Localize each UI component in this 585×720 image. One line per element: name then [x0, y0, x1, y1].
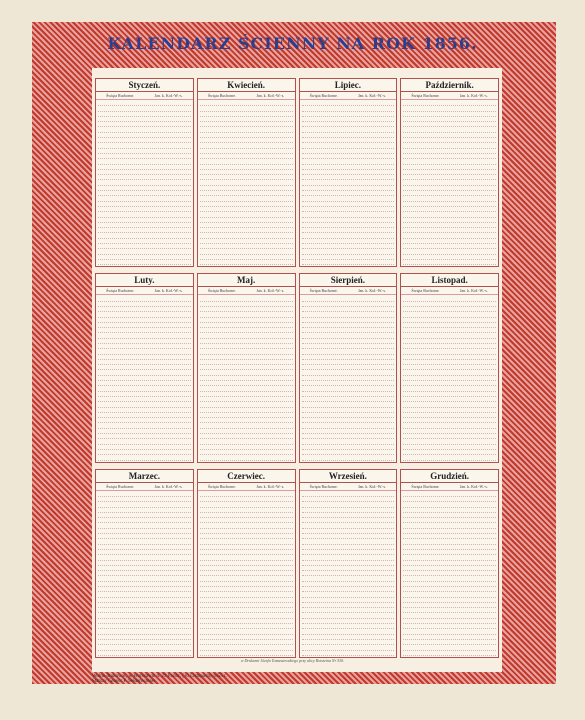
month-name: Listopad. — [401, 274, 498, 287]
column-header: Święta Ruchome. — [411, 93, 440, 98]
month-name: Lipiec. — [300, 79, 397, 92]
footer-line-1: Wolno drukować, w Warszawie d. 29 Paźdz. (10 Listopada) 1855 r. — [92, 674, 227, 679]
censor-footer — [92, 674, 502, 684]
month-block — [95, 273, 194, 462]
column-header: Święta Ruchome. — [106, 288, 135, 294]
day-rows — [401, 491, 498, 657]
day-rows — [96, 295, 193, 461]
month-block — [197, 469, 296, 658]
column-headers — [96, 92, 193, 100]
column-headers — [300, 92, 397, 100]
months-grid — [95, 78, 499, 658]
day-row — [200, 651, 293, 656]
column-header: Święta Ruchome. — [411, 483, 440, 489]
column-header: Jan. k. Koł.-W.-s. — [154, 288, 183, 294]
column-headers — [96, 483, 193, 491]
column-header: Święta Ruchome. — [207, 288, 237, 294]
column-headers — [401, 287, 498, 295]
day-rows — [96, 491, 193, 657]
month-block — [299, 273, 398, 462]
month-block — [95, 469, 194, 658]
month-name: Czerwiec. — [198, 470, 295, 483]
column-headers — [401, 483, 498, 491]
month-name: Październik. — [401, 79, 498, 92]
column-header: Święta Ruchome. — [309, 288, 338, 294]
month-name: Wrzesień. — [300, 470, 397, 483]
month-block — [197, 273, 296, 462]
column-header: Jan. k. Koł.-W.-s. — [154, 483, 183, 489]
column-headers — [198, 483, 295, 491]
column-header: Jan. k. Koł.-W.-s. — [256, 93, 285, 98]
month-name: Sierpień. — [300, 274, 397, 287]
day-rows — [198, 100, 295, 266]
month-block — [400, 273, 499, 462]
column-header: Święta Ruchome. — [207, 483, 237, 489]
column-headers — [401, 92, 498, 100]
month-block — [299, 78, 398, 267]
day-rows — [401, 100, 498, 266]
month-block — [197, 78, 296, 267]
day-row — [302, 651, 395, 656]
day-rows — [300, 100, 397, 266]
column-header: Święta Ruchome. — [411, 288, 440, 294]
month-name: Grudzień. — [401, 470, 498, 483]
day-row — [200, 455, 293, 460]
month-name: Kwiecień. — [198, 79, 295, 92]
day-row — [200, 260, 293, 265]
day-rows — [198, 295, 295, 461]
month-name: Luty. — [96, 274, 193, 287]
day-row — [403, 260, 496, 265]
day-row — [302, 455, 395, 460]
day-rows — [401, 295, 498, 461]
calendar-title: KALENDARZ ŚCIENNY NA ROK 1856. — [107, 34, 478, 53]
day-row — [403, 455, 496, 460]
month-name: Maj. — [198, 274, 295, 287]
column-header: Święta Ruchome. — [106, 93, 135, 98]
column-header: Święta Ruchome. — [207, 93, 237, 98]
column-header: Jan. k. Koł.-W.-s. — [358, 483, 387, 489]
month-block — [400, 469, 499, 658]
day-row — [98, 651, 191, 656]
day-rows — [96, 100, 193, 266]
day-rows — [198, 491, 295, 657]
column-headers — [300, 483, 397, 491]
day-rows — [300, 295, 397, 461]
day-row — [98, 260, 191, 265]
column-header: Święta Ruchome. — [309, 93, 338, 98]
column-header: Jan. k. Koł.-W.-s. — [256, 483, 285, 489]
column-headers — [198, 92, 295, 100]
column-headers — [96, 287, 193, 295]
month-block — [299, 469, 398, 658]
month-block — [400, 78, 499, 267]
printer-note: w Drukarni Józefa Tomaszewskiego przy ulicy Rotsteina Nr 530. — [240, 658, 345, 663]
column-header: Święta Ruchome. — [309, 483, 338, 489]
month-name: Marzec. — [96, 470, 193, 483]
month-name: Styczeń. — [96, 79, 193, 92]
footer-line-2: Starszy Censor P. Seidenwasser — [92, 679, 156, 684]
column-header: Jan. k. Koł.-W.-s. — [358, 288, 387, 294]
column-header: Jan. k. Koł.-W.-s. — [154, 93, 183, 98]
month-block — [95, 78, 194, 267]
day-row — [403, 651, 496, 656]
column-header: Jan. k. Koł.-W.-s. — [358, 93, 387, 98]
day-row — [302, 260, 395, 265]
day-rows — [300, 491, 397, 657]
day-row — [98, 455, 191, 460]
column-headers — [300, 287, 397, 295]
column-header: Jan. k. Koł.-W.-s. — [256, 288, 285, 294]
column-header: Święta Ruchome. — [106, 483, 135, 489]
column-headers — [198, 287, 295, 295]
column-header: Jan. k. Koł.-W.-s. — [459, 483, 488, 489]
column-header: Jan. k. Koł.-W.-s. — [459, 93, 488, 98]
column-header: Jan. k. Koł.-W.-s. — [459, 288, 488, 294]
